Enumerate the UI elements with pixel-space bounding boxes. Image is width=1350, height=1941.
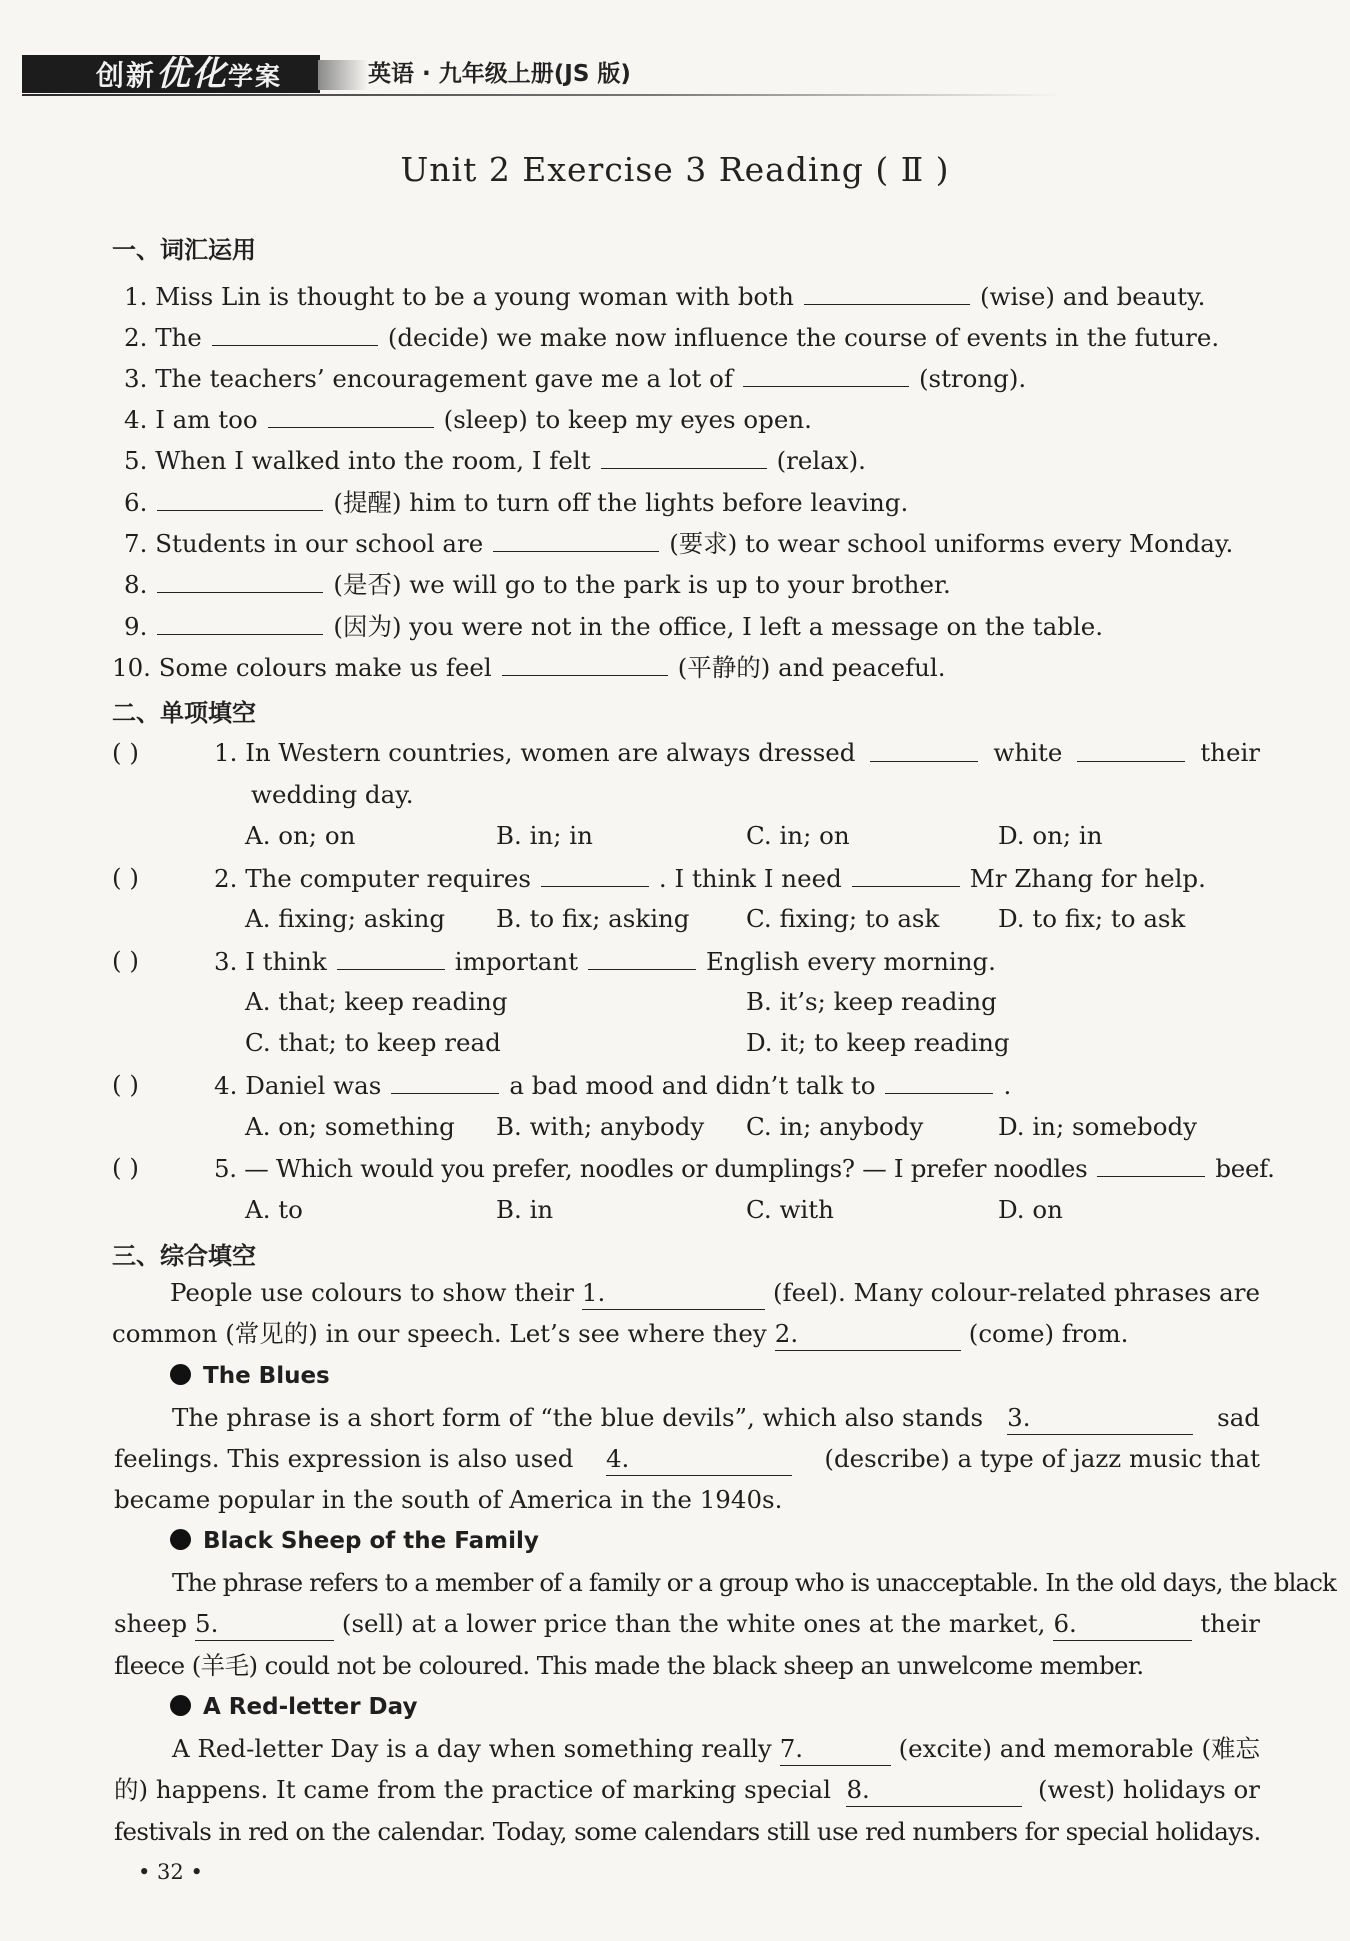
sheep-heading: Black Sheep of the Family — [170, 1525, 539, 1557]
bullet-dot-icon — [170, 1364, 191, 1385]
section3-heading: 三、综合填空 — [112, 1242, 256, 1270]
red-line3: festivals in red on the calendar. Today, some calendars still use red numbers for special holidays. — [114, 1817, 1261, 1846]
page-title: Unit 2 Exercise 3 Reading ( Ⅱ ) — [400, 150, 950, 189]
q5-option-c[interactable]: C. with — [746, 1195, 834, 1224]
sheep-line3: fleece (羊毛) could not be coloured. This made the black sheep an unwelcome member. — [114, 1651, 1144, 1680]
q5-stem: 5. — Which would you prefer, noodles or dumplings? — I prefer noodles beef. — [214, 1154, 1275, 1183]
answer-blank[interactable] — [601, 444, 767, 469]
q1-stem-cont: wedding day. — [251, 780, 414, 809]
brand-big: 优化 — [156, 54, 229, 94]
blues-line3: became popular in the south of America in the 1940s. — [114, 1485, 783, 1514]
s1-item-8: 8. (是否) we will go to the park is up to your brother. — [124, 570, 951, 599]
q4-option-a[interactable]: A. on; something — [245, 1112, 455, 1141]
s1-item-4: 4. I am too (sleep) to keep my eyes open. — [124, 405, 812, 434]
q4-option-b[interactable]: B. with; anybody — [496, 1112, 705, 1141]
brand-logo — [96, 56, 282, 92]
header-fade — [318, 60, 368, 90]
q3-option-b[interactable]: B. it’s; keep reading — [746, 987, 997, 1016]
q3-answer-paren[interactable]: ( ) — [112, 946, 139, 975]
q4-stem: 4. Daniel was a bad mood and didn’t talk to . — [214, 1071, 1012, 1100]
blues-heading: The Blues — [170, 1360, 330, 1392]
answer-blank[interactable] — [870, 737, 978, 762]
red-line1: A Red-letter Day is a day when something really 7. (excite) and memorable (难忘 — [172, 1733, 1260, 1766]
q1-stem: 1. In Western countries, women are always dressed white their — [214, 738, 1260, 767]
s1-item-3: 3. The teachers’ encouragement gave me a lot of (strong). — [124, 364, 1027, 393]
s3-intro-line2: common (常见的) in our speech. Let’s see where they 2. (come) from. — [112, 1318, 1128, 1351]
q5-answer-paren[interactable]: ( ) — [112, 1153, 139, 1182]
q1-option-a[interactable]: A. on; on — [245, 821, 356, 850]
q2-option-d[interactable]: D. to fix; to ask — [998, 904, 1186, 933]
page-number: • 32 • — [138, 1860, 203, 1884]
answer-blank-6[interactable]: 6. — [1053, 1608, 1192, 1641]
q3-option-d[interactable]: D. it; to keep reading — [746, 1028, 1010, 1057]
q4-option-d[interactable]: D. in; somebody — [998, 1112, 1198, 1141]
answer-blank-1[interactable]: 1. — [582, 1277, 765, 1310]
answer-blank-3[interactable]: 3. — [1007, 1402, 1193, 1435]
s1-item-9: 9. (因为) you were not in the office, I left a message on the table. — [124, 612, 1104, 641]
answer-blank[interactable] — [885, 1069, 993, 1094]
answer-blank[interactable] — [804, 280, 970, 305]
answer-blank[interactable] — [391, 1069, 499, 1094]
answer-blank-8[interactable]: 8. — [846, 1774, 1022, 1807]
q5-option-a[interactable]: A. to — [245, 1195, 303, 1224]
redletter-heading: A Red-letter Day — [170, 1691, 417, 1723]
bullet-dot-icon — [170, 1529, 191, 1550]
s3-intro-line1: People use colours to show their 1. (feel). Many colour-related phrases are — [170, 1277, 1260, 1310]
answer-blank[interactable] — [588, 945, 696, 970]
s1-item-1: 1. Miss Lin is thought to be a young woman with both (wise) and beauty. — [124, 282, 1206, 311]
s1-item-10: 10. Some colours make us feel (平静的) and peaceful. — [112, 653, 946, 682]
q2-option-c[interactable]: C. fixing; to ask — [746, 904, 940, 933]
brand-pre: 创新 — [96, 59, 157, 92]
answer-blank-7[interactable]: 7. — [780, 1733, 891, 1766]
answer-blank[interactable] — [493, 527, 659, 552]
answer-blank-5[interactable]: 5. — [195, 1608, 334, 1641]
q1-option-b[interactable]: B. in; in — [496, 821, 593, 850]
answer-blank[interactable] — [743, 362, 909, 387]
section2-heading: 二、单项填空 — [112, 699, 256, 727]
answer-blank[interactable] — [212, 321, 378, 346]
q1-option-c[interactable]: C. in; on — [746, 821, 850, 850]
q3-option-c[interactable]: C. that; to keep read — [245, 1028, 501, 1057]
answer-blank[interactable] — [268, 403, 434, 428]
answer-blank[interactable] — [1077, 737, 1185, 762]
s1-item-6: 6. (提醒) him to turn off the lights before leaving. — [124, 488, 909, 517]
q2-option-b[interactable]: B. to fix; asking — [496, 904, 690, 933]
q5-option-b[interactable]: B. in — [496, 1195, 554, 1224]
section1-heading: 一、词汇运用 — [112, 236, 256, 264]
answer-blank-2[interactable]: 2. — [775, 1318, 961, 1351]
s1-item-7: 7. Students in our school are (要求) to wear school uniforms every Monday. — [124, 529, 1234, 558]
q3-stem: 3. I think important English every morning. — [214, 947, 996, 976]
sheep-line2: sheep 5. (sell) at a lower price than the white ones at the market, 6. their — [114, 1608, 1260, 1641]
blues-line1: The phrase is a short form of “the blue devils”, which also stands 3. sad — [172, 1402, 1260, 1435]
header-rule — [22, 94, 1062, 96]
sheep-line1: The phrase refers to a member of a family or a group who is unacceptable. In the old days, the black — [172, 1568, 1336, 1597]
answer-blank[interactable] — [337, 945, 445, 970]
answer-blank[interactable] — [1097, 1152, 1205, 1177]
red-line2: 的) happens. It came from the practice of marking special 8. (west) holidays or — [114, 1774, 1260, 1807]
q5-option-d[interactable]: D. on — [998, 1195, 1063, 1224]
bullet-dot-icon — [170, 1695, 191, 1716]
header-subject: 英语 · 九年级上册(JS 版) — [368, 61, 631, 87]
answer-blank-4[interactable]: 4. — [606, 1443, 792, 1476]
q2-stem: 2. The computer requires . I think I need Mr Zhang for help. — [214, 864, 1206, 893]
blues-line2: feelings. This expression is also used 4. (describe) a type of jazz music that — [114, 1443, 1260, 1476]
answer-blank[interactable] — [852, 862, 960, 887]
q2-option-a[interactable]: A. fixing; asking — [245, 904, 446, 933]
q1-option-d[interactable]: D. on; in — [998, 821, 1103, 850]
q2-answer-paren[interactable]: ( ) — [112, 863, 139, 892]
s1-item-5: 5. When I walked into the room, I felt (relax). — [124, 446, 866, 475]
brand-post: 学案 — [228, 62, 283, 91]
s1-item-2: 2. The (decide) we make now influence the course of events in the future. — [124, 323, 1220, 352]
q4-answer-paren[interactable]: ( ) — [112, 1070, 139, 1099]
answer-blank[interactable] — [541, 862, 649, 887]
answer-blank[interactable] — [502, 651, 668, 676]
answer-blank[interactable] — [157, 486, 323, 511]
q1-answer-paren[interactable]: ( ) — [112, 738, 139, 767]
answer-blank[interactable] — [157, 568, 323, 593]
q3-option-a[interactable]: A. that; keep reading — [245, 987, 508, 1016]
answer-blank[interactable] — [157, 610, 323, 635]
q4-option-c[interactable]: C. in; anybody — [746, 1112, 924, 1141]
